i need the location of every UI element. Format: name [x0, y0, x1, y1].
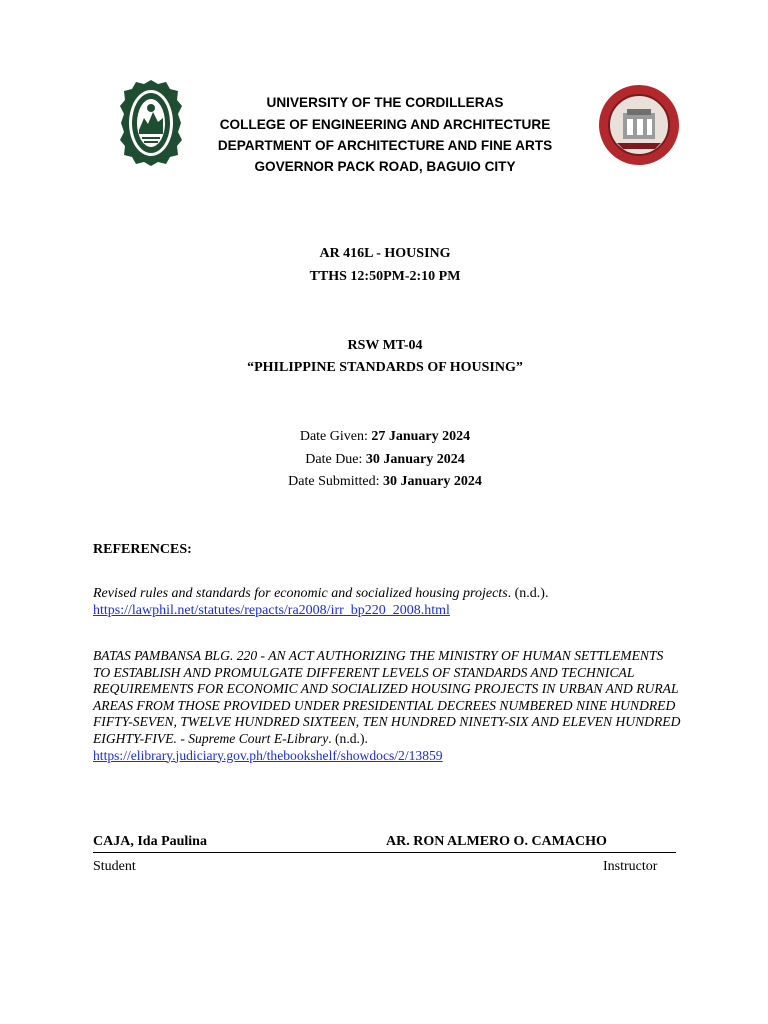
- student-role-label: Student: [93, 859, 136, 874]
- instructor-role-label: Instructor: [603, 859, 658, 874]
- student-name: CAJA, Ida Paulina: [93, 834, 207, 849]
- date-submitted: [150, 474, 620, 490]
- reference-tail: . (n.d.).: [328, 730, 368, 746]
- department-name: DEPARTMENT OF ARCHITECTURE AND FINE ARTS: [217, 138, 553, 153]
- reference-item: [93, 585, 683, 619]
- date-submitted-value: 30 January 2024: [383, 474, 482, 489]
- references-heading: REFERENCES:: [93, 542, 192, 557]
- reference-title: Revised rules and standards for economic and socialized housing projects: [93, 586, 508, 601]
- signature-divider: [93, 852, 676, 853]
- date-due-value: 30 January 2024: [365, 452, 465, 467]
- date-given-value: 27 January 2024: [371, 429, 471, 444]
- college-name: COLLEGE OF ENGINEERING AND ARCHITECTURE: [219, 117, 551, 132]
- date-due-label: Date Due:: [305, 452, 366, 467]
- university-address: GOVERNOR PACK ROAD, BAGUIO CITY: [254, 159, 516, 174]
- date-submitted-label: Date Submitted:: [288, 474, 384, 489]
- instructor-name: AR. RON ALMERO O. CAMACHO: [386, 834, 607, 849]
- reference-item: [93, 648, 683, 764]
- reference-link[interactable]: https://lawphil.net/statutes/repacts/ra2008/irr_bp220_2008.html: [93, 603, 450, 618]
- reference-title: BATAS PAMBANSA BLG. 220 - AN ACT AUTHORIZING THE MINISTRY OF HUMAN SETTLEMENTS TO ESTABLISH AND PROMULGATE DIFFERENT LEVELS OF STANDARDS AND TECHNICAL REQUIREMENTS FOR ECONOMIC AND SOCIALIZED HOUSING PROJECTS IN URBAN AND RURAL AREAS FROM THOSE PROVIDED UNDER PRESIDENTIAL DECREES NUMBERED NINE HUNDRED FIFTY-SEVEN, TWELVE HUNDRED SIXTEEN, TEN HUNDRED NINETY-SIX AND ELEVEN HUNDRED EIGHTY-FIVE. - Supreme Court E-Library: [93, 648, 681, 746]
- date-given: [150, 429, 620, 445]
- university-name: UNIVERSITY OF THE CORDILLERAS: [266, 95, 504, 110]
- assignment-title: “PHILIPPINE STANDARDS OF HOUSING”: [247, 360, 523, 375]
- course-schedule: TTHS 12:50PM-2:10 PM: [309, 269, 461, 284]
- date-given-label: Date Given:: [299, 429, 372, 444]
- reference-link[interactable]: https://elibrary.judiciary.gov.ph/thebookshelf/showdocs/2/13859: [93, 747, 443, 763]
- reference-tail: . (n.d.).: [507, 586, 549, 601]
- course-code: AR 416L - HOUSING: [319, 246, 451, 261]
- assignment-code: RSW MT-04: [347, 338, 423, 353]
- date-due: [150, 452, 620, 468]
